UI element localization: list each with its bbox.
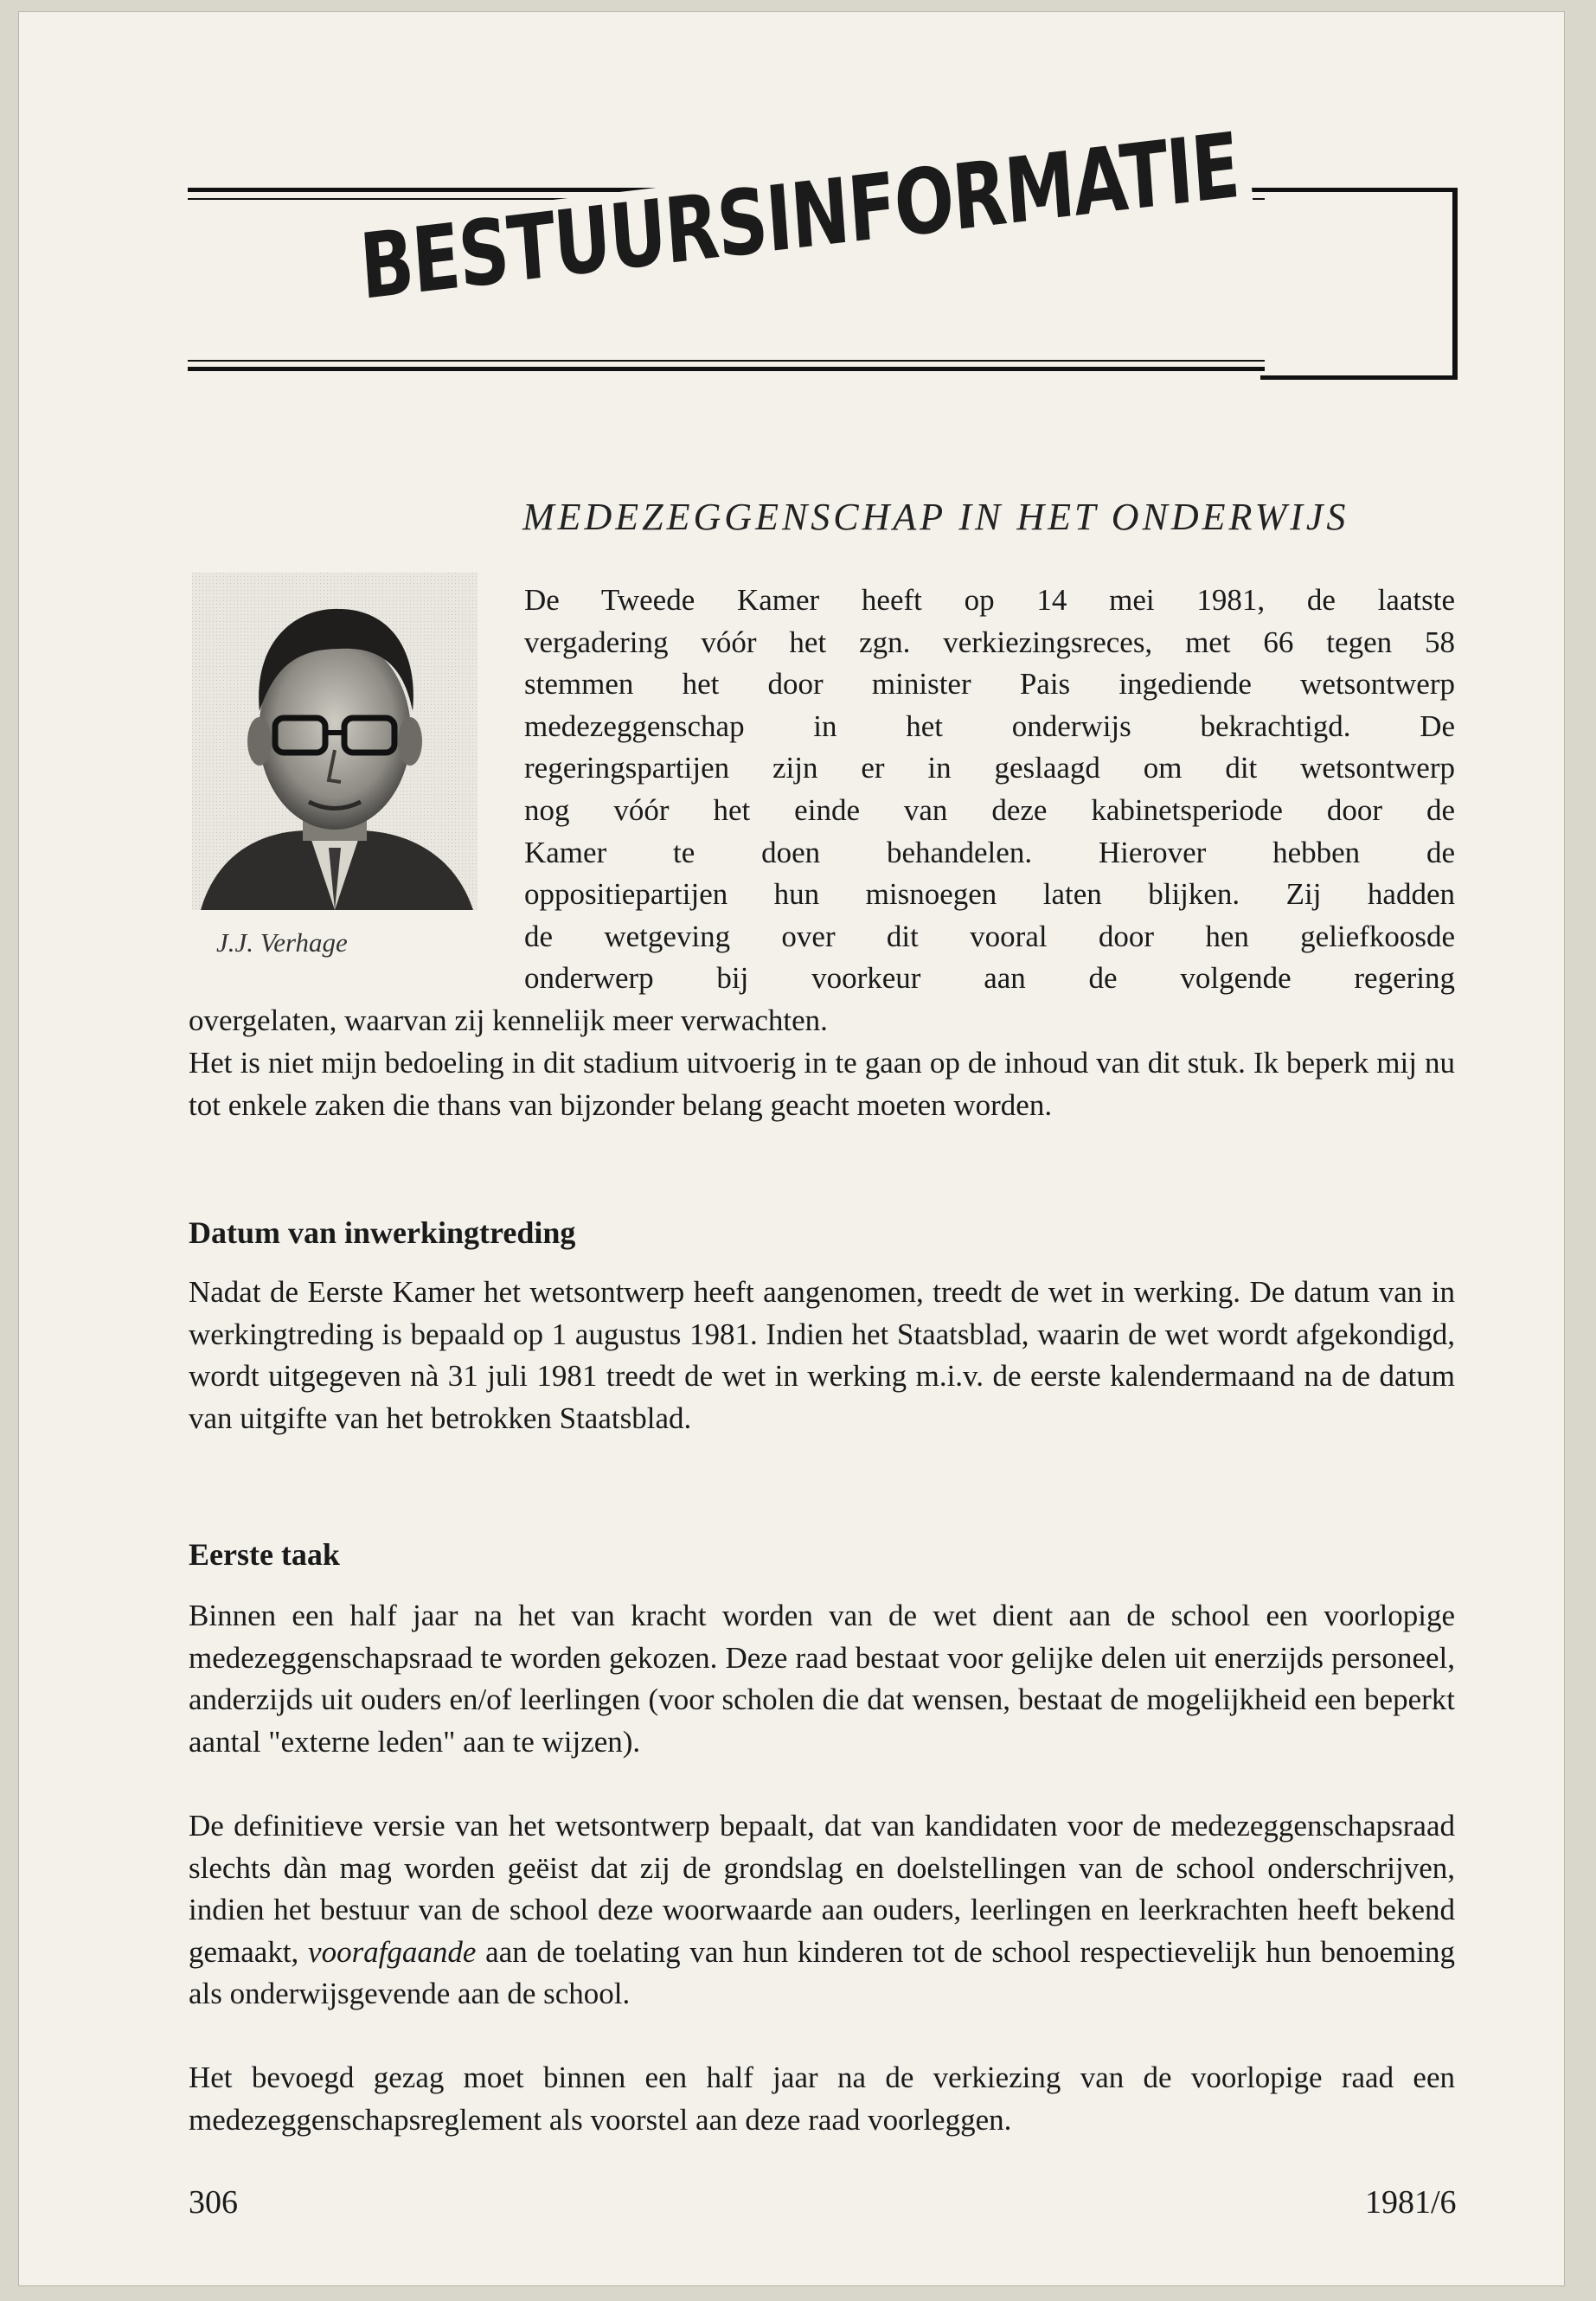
section-2-text-1: Binnen een half jaar na het van kracht worden van de wet dient aan de school een voorlopige medezeggenschapsraad te worden gekozen. Deze raad bestaat voor gelijke delen uit enerzijds personeel, anderzijds uit ouders en/of leerlingen (voor scholen die dat wensen, bestaat de mogelijkheid een beperkt aantal "externe leden" aan te wijzen). — [189, 1599, 1455, 1759]
intro-line: nog vóór het einde van deze kabinetsperiode door de — [524, 792, 1455, 827]
intro-line: oppositiepartijen hun misnoegen laten blijken. Zij hadden — [524, 877, 1455, 912]
intro-line: medezeggenschap in het onderwijs bekrachtigd. De — [524, 708, 1455, 743]
intro-line: Kamer te doen behandelen. Hierover hebben de — [524, 835, 1455, 869]
page-number: 306 — [189, 2184, 238, 2221]
section-2-text-2-before: De definitieve versie van het wetsontwerp bepaalt, dat van kandidaten voor de medezeggenschapsraad slechts dàn mag worden geëist dat zij de grondslag en doelstellingen van de school onderschrijven, indien het bestuur van de school deze woorwaarde aan ouders, leerlingen en leerkrachten heeft bekend gemaakt, — [189, 1809, 1455, 1969]
emphasis-voorafgaande: voorafgaande — [308, 1934, 477, 1969]
intro-line: De Tweede Kamer heeft op 14 mei 1981, de laatste — [524, 583, 1455, 617]
intro-line: stemmen het door minister Pais ingediende wetsontwerp — [524, 667, 1455, 702]
portrait-caption: J.J. Verhage — [216, 927, 348, 958]
section-1-text: Nadat de Eerste Kamer het wetsontwerp heeft aangenomen, treedt de wet in werking. De datum van in werkingtreding is bepaald op 1 augustus 1981. Indien het Staatsblad, waarin de wet wordt afgekondigd, wordt uitgegeven nà 31 juli 1981 treedt de wet in werking m.i.v. de eerste kalendermaand na de datum van uitgifte van het betrokken Staatsblad. — [189, 1275, 1455, 1435]
intro-line: regeringspartijen zijn er in geslaagd om dit wetsontwerp — [524, 751, 1455, 785]
section-heading-inwerkingtreding: Datum van inwerkingtreding — [189, 1215, 576, 1250]
section-heading-eerste-taak: Eerste taak — [189, 1537, 340, 1572]
intro-line: vergadering vóór het zgn. verkiezingsreces, met 66 tegen 58 — [524, 625, 1455, 659]
intro-line: de wetgeving over dit vooral door hen geliefkoosde — [524, 919, 1455, 953]
banner-bottom-rule — [188, 367, 1265, 371]
intro-paragraph — [524, 580, 1455, 1000]
paragraph-2: Het is niet mijn bedoeling in dit stadium uitvoerig in te gaan op de inhoud van dit stuk. Ik beperk mij nu tot enkele zaken die thans van bijzonder belang geacht moeten worden. — [189, 1046, 1455, 1122]
article-title: MEDEZEGGENSCHAP IN HET ONDERWIJS — [522, 496, 1349, 538]
intro-line: onderwerp bij voorkeur aan de volgende regering — [524, 961, 1455, 996]
section-2-text-2-after: aan de toelating van hun kinderen tot de school respectievelijk hun benoeming als onderwijsgevende aan de school. — [189, 1934, 1456, 2011]
banner-title: BESTUURSINFORMATIE — [345, 119, 1253, 313]
magazine-page — [19, 12, 1564, 2285]
section-2-text-2 — [189, 1805, 1455, 2016]
banner-frame — [1260, 188, 1458, 380]
banner-bottom-rule-thin — [188, 360, 1265, 362]
author-portrait — [192, 573, 478, 910]
intro-continuation: overgelaten, waarvan zij kennelijk meer verwachten. — [189, 1003, 828, 1037]
section-banner — [188, 112, 1459, 380]
section-2-text-3: Het bevoegd gezag moet binnen een half jaar na de verkiezing van de voorlopige raad een medezeggenschapsreglement als voorstel aan deze raad voorleggen. — [189, 2061, 1455, 2137]
issue-number: 1981/6 — [1365, 2184, 1457, 2221]
